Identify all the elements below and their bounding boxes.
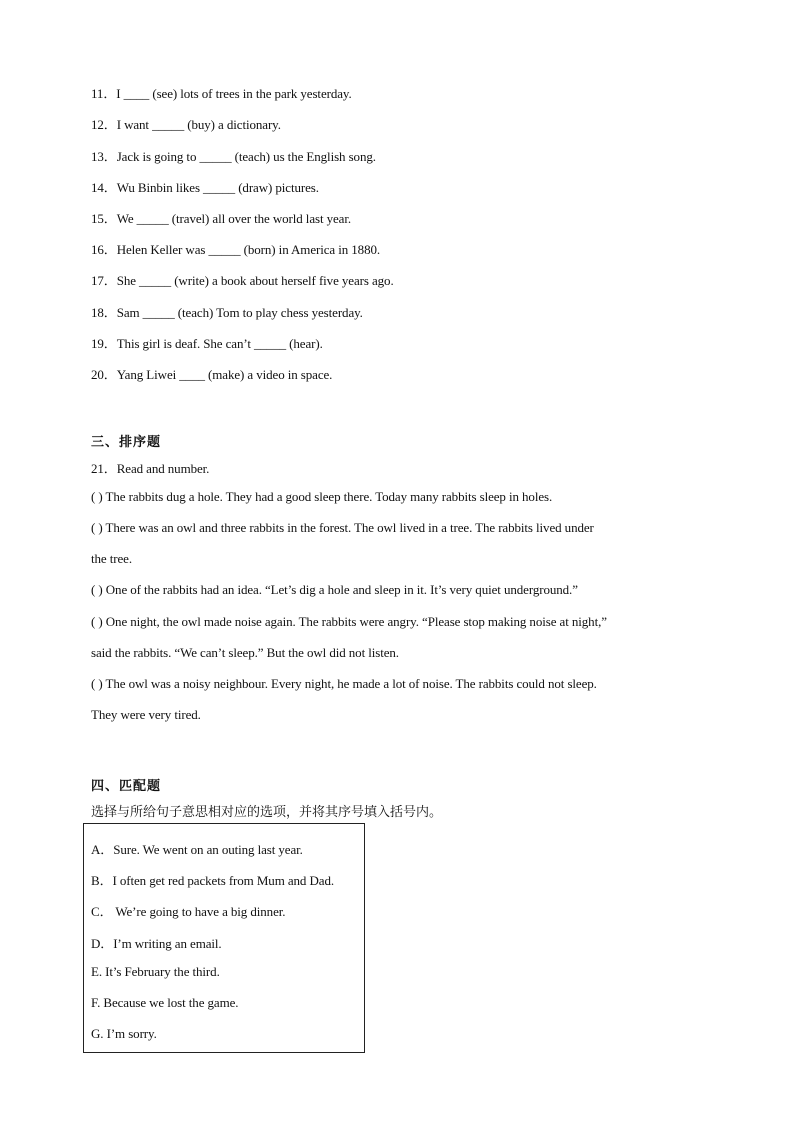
ordering-item-continuation: the tree. <box>91 551 132 566</box>
question-12: 12．I want _____ (buy) a dictionary. <box>91 117 281 132</box>
ordering-item-continuation: said the rabbits. “We can’t sleep.” But the owl did not listen. <box>91 645 399 660</box>
question-18: 18．Sam _____ (teach) Tom to play chess yesterday. <box>91 305 363 320</box>
ordering-item: ( ) The rabbits dug a hole. They had a good sleep there. Today many rabbits sleep in holes. <box>91 489 553 504</box>
question-17: 17．She _____ (write) a book about herself five years ago. <box>91 273 394 288</box>
option-e: E. It’s February the third. <box>91 964 220 979</box>
question-13: 13．Jack is going to _____ (teach) us the English song. <box>91 149 376 164</box>
options-box <box>83 823 365 1053</box>
option-g: G. I’m sorry. <box>91 1026 157 1041</box>
question-21: 21．Read and number. <box>91 461 210 476</box>
ordering-item: ( ) There was an owl and three rabbits in the forest. The owl lived in a tree. The rabbits lived under <box>91 520 594 535</box>
ordering-item: ( ) The owl was a noisy neighbour. Every night, he made a lot of noise. The rabbits could not sleep. <box>91 676 597 691</box>
option-d: D．I’m writing an email. <box>91 936 222 951</box>
option-b: B．I often get red packets from Mum and Dad. <box>91 873 334 888</box>
question-16: 16．Helen Keller was _____ (born) in America in 1880. <box>91 242 381 257</box>
question-11: 11．I ____ (see) lots of trees in the park yesterday. <box>91 86 352 101</box>
question-20: 20．Yang Liwei ____ (make) a video in space. <box>91 367 333 382</box>
question-15: 15．We _____ (travel) all over the world last year. <box>91 211 352 226</box>
option-a: A．Sure. We went on an outing last year. <box>91 842 303 857</box>
ordering-item: ( ) One night, the owl made noise again. The rabbits were angry. “Please stop making noise at night,” <box>91 614 607 629</box>
ordering-item-continuation: They were very tired. <box>91 707 201 722</box>
option-c: C． We’re going to have a big dinner. <box>91 904 286 919</box>
option-f: F. Because we lost the game. <box>91 995 239 1010</box>
matching-instruction: 选择与所给句子意思相对应的选项，并将其序号填入括号内。 <box>91 805 443 820</box>
section-heading-matching: 四、匹配题 <box>91 779 162 794</box>
question-19: 19．This girl is deaf. She can’t _____ (hear). <box>91 336 323 351</box>
section-heading-ordering: 三、排序题 <box>91 435 162 450</box>
question-14: 14．Wu Binbin likes _____ (draw) pictures. <box>91 180 319 195</box>
ordering-item: ( ) One of the rabbits had an idea. “Let’s dig a hole and sleep in it. It’s very quiet underground.” <box>91 582 578 597</box>
